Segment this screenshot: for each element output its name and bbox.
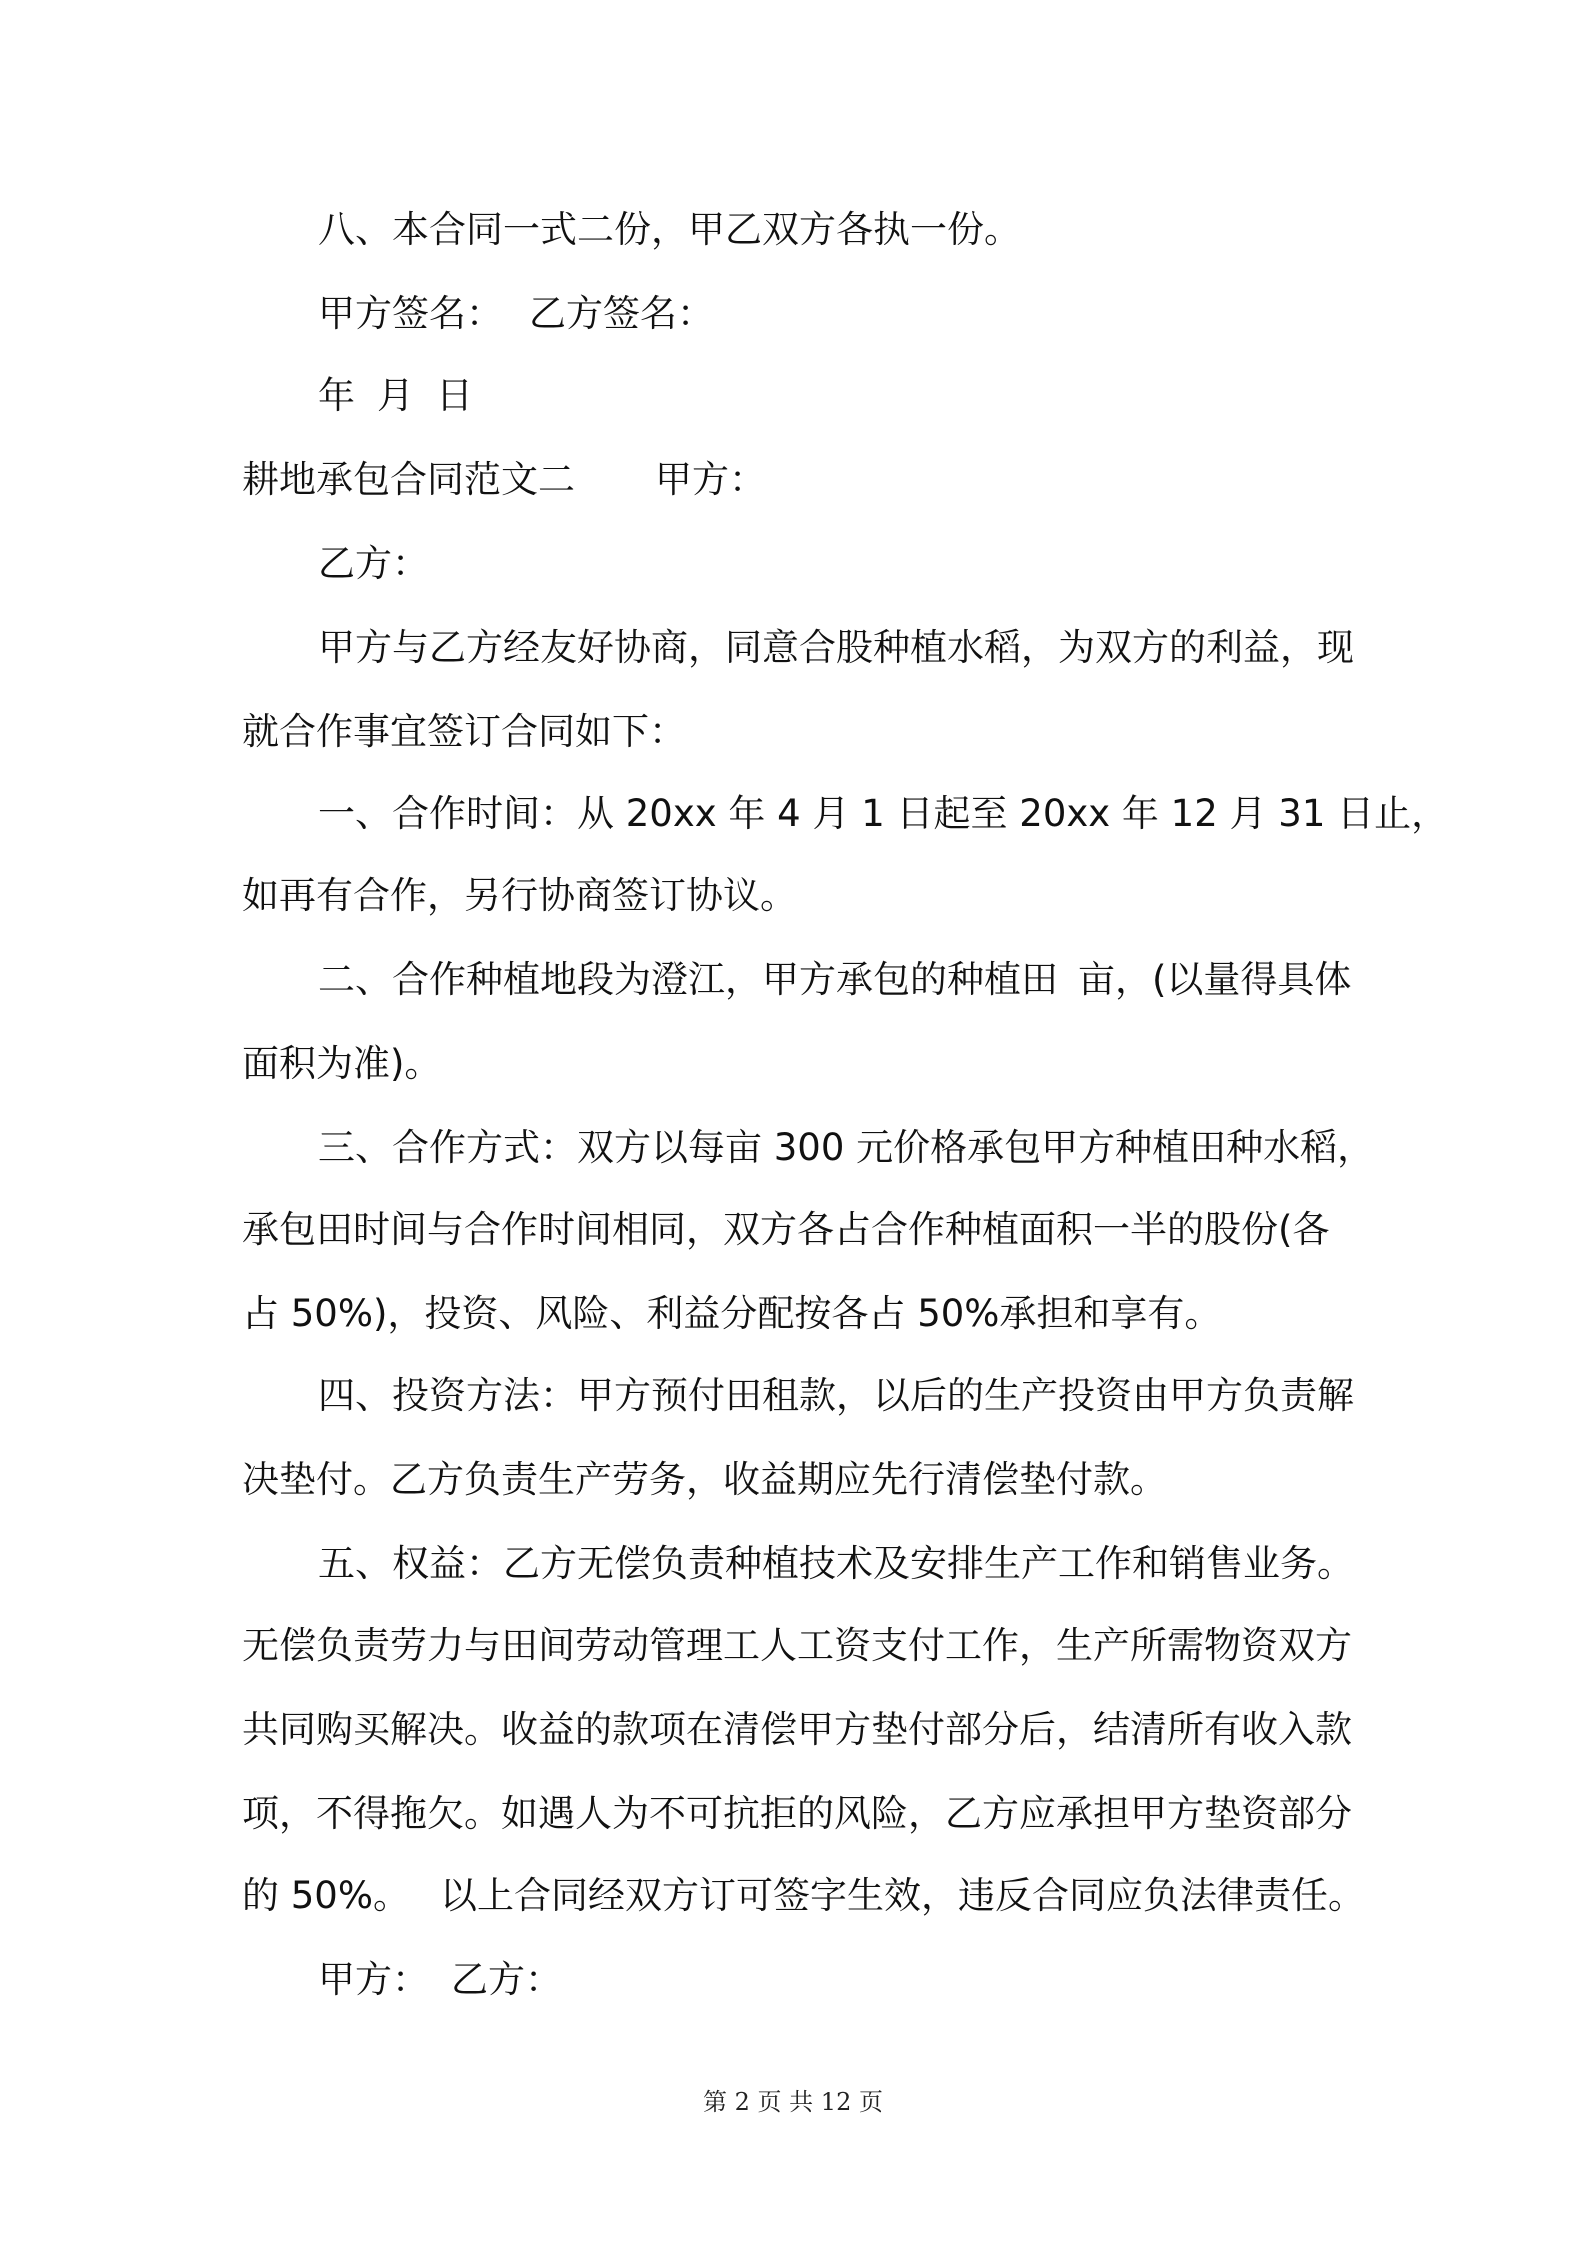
clause-eight: 八、本合同一式二份，甲乙双方各执一份。	[318, 208, 1021, 251]
intro-paragraph-line-1: 甲方与乙方经友好协商，同意合股种植水稻，为双方的利益，现	[318, 626, 1354, 669]
date-year: 年	[318, 374, 355, 417]
clause-five-line-3: 共同购买解决。收益的款项在清偿甲方垫付部分后，结清所有收入款	[242, 1708, 1352, 1751]
clause-two-line-1	[318, 956, 1351, 1004]
party-b-label: 乙方：	[318, 542, 429, 585]
clause-one-line-2: 如再有合作，另行协商签订协议。	[242, 874, 797, 917]
clause-five-line-4: 项，不得拖欠。如遇人为不可抗拒的风险，乙方应承担甲方垫资部分	[242, 1792, 1352, 1835]
date-month: 月	[377, 374, 414, 417]
page-number-footer: 第 2 页 共 12 页	[703, 2088, 883, 2116]
party-a-signature-label: 甲方签名：	[318, 292, 503, 335]
party-a-label: 甲方：	[655, 458, 766, 501]
clause-two-line-2: 面积为准)。	[242, 1042, 442, 1085]
clause-five-percentage: 的 50%。	[242, 1874, 410, 1917]
final-signature-line	[318, 1956, 562, 2004]
clause-three-line-3: 占 50%)，投资、风险、利益分配按各占 50%承担和享有。	[242, 1292, 1222, 1335]
second-contract-heading-line	[242, 456, 766, 504]
contract-effect-statement: 以上合同经双方订可签字生效，违反合同应负法律责任。	[440, 1874, 1365, 1917]
clause-two-text-a: 二、合作种植地段为澄江，甲方承包的种植田	[318, 958, 1058, 1001]
clause-one-line-1: 一、合作时间：从 20xx 年 4 月 1 日起至 20xx 年 12 月 31 日止，	[318, 792, 1449, 835]
clause-three-line-2: 承包田时间与合作时间相同，双方各占合作种植面积一半的股份(各	[242, 1208, 1330, 1251]
clause-five-line-2: 无偿负责劳力与田间劳动管理工人工资支付工作，生产所需物资双方	[242, 1624, 1352, 1667]
clause-five-line-5	[242, 1872, 1365, 1920]
final-party-b-label: 乙方：	[451, 1958, 562, 2001]
final-party-a-label: 甲方：	[318, 1958, 429, 2001]
signature-line	[318, 290, 714, 338]
date-day: 日	[436, 374, 473, 417]
date-line	[318, 372, 473, 420]
clause-four-line-1: 四、投资方法：甲方预付田租款，以后的生产投资由甲方负责解	[318, 1374, 1354, 1417]
party-b-signature-label: 乙方签名：	[529, 292, 714, 335]
clause-five-line-1: 五、权益：乙方无偿负责种植技术及安排生产工作和销售业务。	[318, 1542, 1354, 1585]
clause-three-line-1: 三、合作方式：双方以每亩 300 元价格承包甲方种植田种水稻，	[318, 1126, 1375, 1169]
clause-two-text-b: 亩，(以量得具体	[1078, 958, 1352, 1001]
section-title: 耕地承包合同范文二	[242, 458, 575, 501]
clause-four-line-2: 决垫付。乙方负责生产劳务，收益期应先行清偿垫付款。	[242, 1458, 1167, 1501]
intro-paragraph-line-2: 就合作事宜签订合同如下：	[242, 710, 686, 753]
